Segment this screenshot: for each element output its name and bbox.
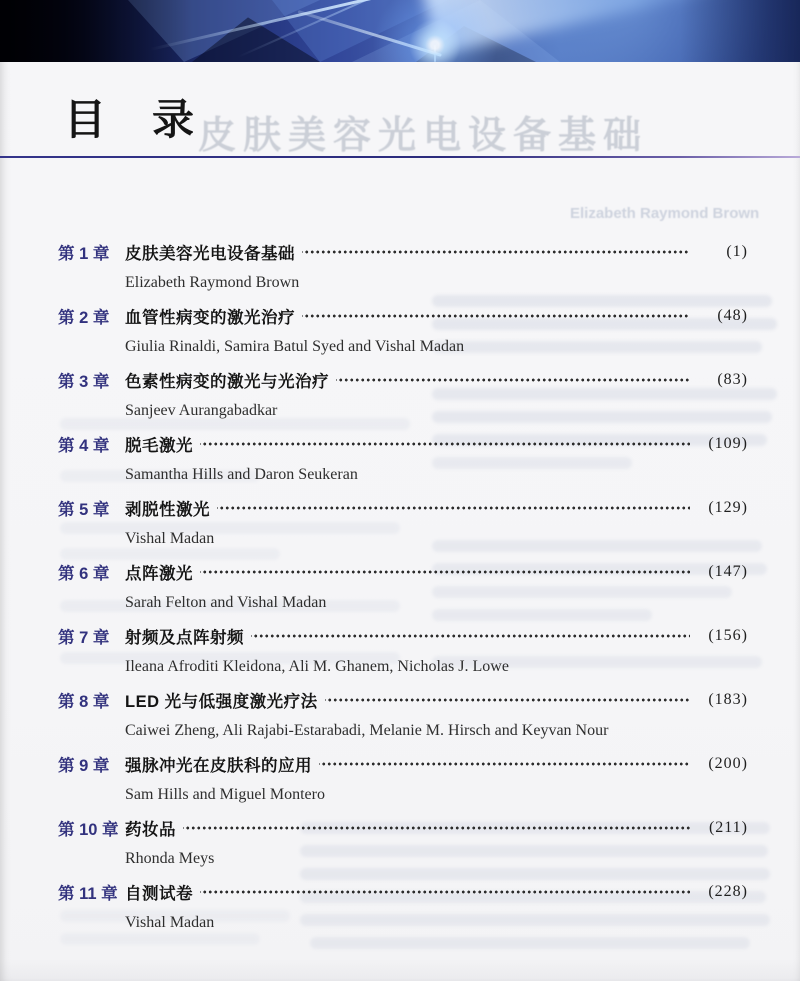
toc-chapter-row xyxy=(58,816,748,840)
chapter-number-label: 第 2 章 xyxy=(58,309,110,327)
page-bottom-shadow xyxy=(0,959,800,981)
chapter-authors: Vishal Madan xyxy=(125,530,215,547)
toc-entry xyxy=(58,624,748,679)
bleedthrough-author: Elizabeth Raymond Brown xyxy=(570,205,760,222)
toc-entry xyxy=(58,496,748,551)
title-section xyxy=(0,62,800,158)
dot-leader xyxy=(302,304,690,328)
chapter-authors: Ileana Afroditi Kleidona, Ali M. Ghanem, Nicholas J. Lowe xyxy=(125,658,509,675)
toc-chapter-row xyxy=(58,624,748,648)
toc-chapter-row xyxy=(58,560,748,584)
chapter-title: 点阵激光 xyxy=(125,565,193,583)
chapter-page-number: (129) xyxy=(708,499,748,516)
chapter-authors: Sarah Felton and Vishal Madan xyxy=(125,594,327,611)
chapter-page-number: (147) xyxy=(708,563,748,580)
chapter-number-label: 第 8 章 xyxy=(58,693,110,711)
chapter-authors: Vishal Madan xyxy=(125,914,215,931)
chapter-number-label: 第 3 章 xyxy=(58,373,110,391)
chapter-title: 脱毛激光 xyxy=(125,437,193,455)
chapter-page-number: (228) xyxy=(708,883,748,900)
toc-entry xyxy=(58,240,748,295)
chapter-authors: Sanjeev Aurangabadkar xyxy=(125,402,278,419)
toc-entry xyxy=(58,368,748,423)
toc-entry xyxy=(58,816,748,871)
chapter-number-label: 第 11 章 xyxy=(58,885,118,903)
toc-chapter-row xyxy=(58,496,748,520)
chapter-title: 剥脱性激光 xyxy=(125,501,210,519)
chapter-number-label: 第 9 章 xyxy=(58,757,110,775)
chapter-number-label: 第 6 章 xyxy=(58,565,110,583)
dot-leader xyxy=(302,240,690,264)
bleedthrough-book-title: 皮肤美容光电设备基础 xyxy=(198,115,649,157)
chapter-title: 色素性病变的激光与光治疗 xyxy=(125,373,329,391)
chapter-title: 强脉冲光在皮肤科的应用 xyxy=(125,757,312,775)
chapter-page-number: (183) xyxy=(708,691,748,708)
toc-entry xyxy=(58,752,748,807)
chapter-number-label: 第 5 章 xyxy=(58,501,110,519)
toc-chapter-row xyxy=(58,240,748,264)
toc-entry xyxy=(58,880,748,935)
chapter-page-number: (211) xyxy=(708,819,748,836)
banner-shadow xyxy=(0,0,800,62)
dot-leader xyxy=(336,368,690,392)
toc-chapter-row xyxy=(58,304,748,328)
toc-chapter-row xyxy=(58,432,748,456)
toc-chapter-row xyxy=(58,752,748,776)
toc-entry xyxy=(58,560,748,615)
toc-entry xyxy=(58,688,748,743)
chapter-number-label: 第 7 章 xyxy=(58,629,110,647)
chapter-title: 射频及点阵射频 xyxy=(125,629,244,647)
chapter-authors: Samantha Hills and Daron Seukeran xyxy=(125,466,358,483)
chapter-title: 药妆品 xyxy=(125,821,176,839)
dot-leader xyxy=(200,432,690,456)
chapter-page-number: (200) xyxy=(708,755,748,772)
chapter-title: LED 光与低强度激光疗法 xyxy=(125,693,318,711)
toc-chapter-row xyxy=(58,368,748,392)
toc-entry xyxy=(58,432,748,487)
toc-chapter-row xyxy=(58,880,748,904)
chapter-page-number: (83) xyxy=(717,371,748,388)
chapter-authors: Sam Hills and Miguel Montero xyxy=(125,786,325,803)
chapter-title: 自测试卷 xyxy=(125,885,193,903)
dot-leader xyxy=(183,816,690,840)
chapter-page-number: (1) xyxy=(726,243,748,260)
page-title: 目 录 xyxy=(64,96,197,143)
dot-leader xyxy=(325,688,690,712)
chapter-title: 血管性病变的激光治疗 xyxy=(125,309,295,327)
toc-list xyxy=(58,158,748,935)
dot-leader xyxy=(200,560,690,584)
decorative-banner-image xyxy=(0,0,800,62)
chapter-page-number: (109) xyxy=(708,435,748,452)
chapter-authors: Giulia Rinaldi, Samira Batul Syed and Vishal Madan xyxy=(125,338,465,355)
dot-leader xyxy=(217,496,690,520)
chapter-authors: Elizabeth Raymond Brown xyxy=(125,274,300,291)
chapter-page-number: (48) xyxy=(717,307,748,324)
dot-leader xyxy=(319,752,690,776)
toc-chapter-row xyxy=(58,688,748,712)
dot-leader xyxy=(200,880,690,904)
chapter-number-label: 第 1 章 xyxy=(58,245,110,263)
chapter-number-label: 第 10 章 xyxy=(58,821,119,839)
chapter-authors: Caiwei Zheng, Ali Rajabi-Estarabadi, Melanie M. Hirsch and Keyvan Nour xyxy=(125,722,609,739)
chapter-authors: Rhonda Meys xyxy=(125,850,215,867)
dot-leader xyxy=(251,624,690,648)
toc-entry xyxy=(58,304,748,359)
chapter-number-label: 第 4 章 xyxy=(58,437,110,455)
chapter-page-number: (156) xyxy=(708,627,748,644)
chapter-title: 皮肤美容光电设备基础 xyxy=(125,245,295,263)
bleedthrough-line xyxy=(310,937,750,949)
